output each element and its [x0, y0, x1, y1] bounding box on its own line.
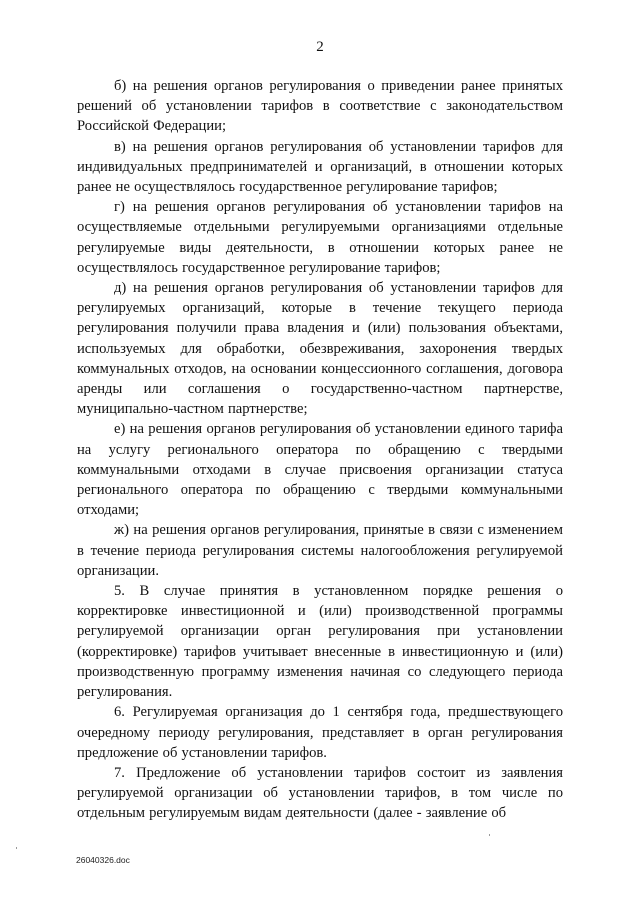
paragraph-5: 5. В случае принятия в установленном порядке решения о корректировке инвестиционной и (или) производственной программы регулируемой организации орган регулирования при установлении (корректировке) тарифов учитывает внесенные в инвестиционную и (или) производственную программу изменения начиная со следующего периода регулирования. [77, 583, 563, 701]
paragraph-e: е) на решения органов регулирования об установлении единого тарифа на услугу регионального оператора по обращению с твердыми коммунальными отходами в случае присвоения организации статуса регионального оператора по обращению с твердыми коммунальными отходами; [77, 421, 563, 519]
scan-speck [489, 834, 490, 836]
paragraph-d: д) на решения органов регулирования об установлении тарифов для регулируемых организаций, которые в течение текущего периода регулирования получили права владения и (или) пользования объектами, используемых для обработки, обезвреживания, захоронения твердых коммунальных отходов, на основании концессионного соглашения, договора аренды или соглашения о государственно-частном партнерстве, муниципально-частном партнерстве; [77, 280, 563, 418]
document-body [77, 76, 563, 824]
scan-speck [16, 847, 17, 849]
paragraph-g: г) на решения органов регулирования об установлении тарифов на осуществляемые отдельными регулируемыми организациями отдельные регулируемые виды деятельности, в отношении которых ранее не осуществлялось государственное регулирование тарифов; [77, 199, 563, 276]
page-number: 2 [316, 39, 324, 55]
paragraph-6: 6. Регулируемая организация до 1 сентября года, предшествующего очередному периоду регулирования, представляет в орган регулирования предложение об установлении тарифов. [77, 704, 563, 761]
paragraph-zh: ж) на решения органов регулирования, принятые в связи с изменением в течение периода регулирования системы налогообложения регулируемой организации. [77, 522, 563, 579]
paragraph-b: б) на решения органов регулирования о приведении ранее принятых решений об установлении тарифов в соответствие с законодательством Российской Федерации; [77, 78, 563, 135]
paragraph-v: в) на решения органов регулирования об установлении тарифов для индивидуальных предпринимателей и организаций, в отношении которых ранее не осуществлялось государственное регулирование тарифов; [77, 138, 563, 196]
paragraph-7: 7. Предложение об установлении тарифов состоит из заявления регулируемой организации об установлении тарифов, в том числе по отдельным регулируемым видам деятельности (далее - заявление об [77, 764, 563, 822]
document-file-reference: 26040326.doc [76, 855, 130, 865]
